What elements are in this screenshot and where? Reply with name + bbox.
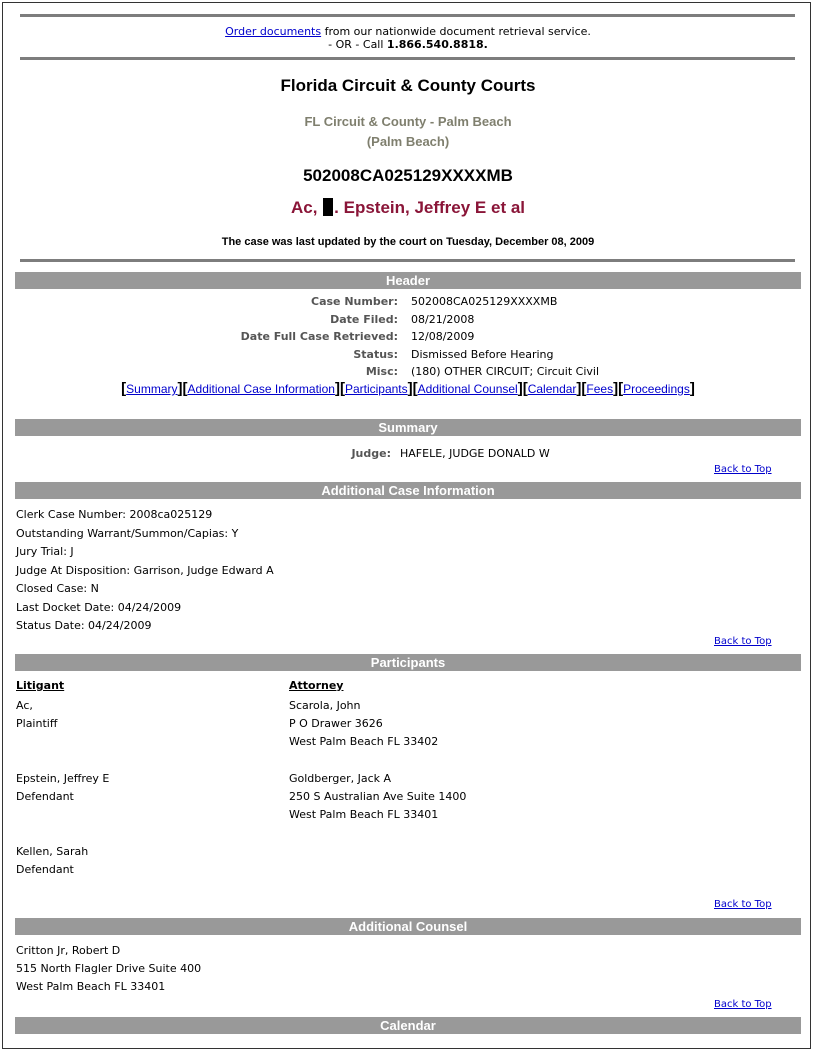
header-field-label: Misc: (365, 365, 398, 378)
rule-3 (20, 259, 795, 262)
counsel-address: 515 North Flagler Drive Suite 400 (16, 962, 202, 975)
attorney-name: Scarola, John (289, 699, 361, 712)
additional-counsel (16, 942, 201, 996)
phone-number: 1.866.540.8818. (386, 38, 488, 51)
header-field-value: 502008CA025129XXXXMB (411, 295, 558, 308)
court-subtitle-2: (Palm Beach) (366, 134, 450, 149)
redaction-block (323, 198, 333, 216)
counsel-city: West Palm Beach FL 33401 (16, 980, 166, 993)
bracket: [ (522, 380, 528, 397)
case-title (0, 198, 816, 218)
additional-info-line: Clerk Case Number: 2008ca025129 (16, 508, 213, 521)
attorney-address: 250 S Australian Ave Suite 1400 (289, 790, 467, 803)
litigant-name: Kellen, Sarah (16, 845, 89, 858)
court-title: Florida Circuit & County Courts (280, 76, 536, 95)
litigant-2 (16, 770, 109, 806)
judge-value: HAFELE, JUDGE DONALD W (400, 447, 550, 460)
litigant-role: Plaintiff (16, 717, 58, 730)
additional-info-line: Status Date: 04/24/2009 (16, 619, 152, 632)
back-to-top-link[interactable]: Back to Top (714, 899, 772, 910)
litigant-role: Defendant (16, 790, 74, 803)
header-field-label: Date Full Case Retrieved: (240, 330, 398, 343)
bracket: [ (618, 380, 624, 397)
header-field-label: Case Number: (311, 295, 398, 308)
litigant-header: Litigant (16, 679, 65, 692)
attorney-address: P O Drawer 3626 (289, 717, 383, 730)
additional-info-line: Outstanding Warrant/Summon/Capias: Y (16, 526, 239, 540)
nav-link-summary[interactable]: Summary (126, 382, 178, 396)
counsel-name: Critton Jr, Robert D (16, 944, 121, 957)
top-rule (20, 14, 795, 17)
section-participants-bar: Participants (15, 654, 801, 671)
bracket: ] (576, 380, 582, 397)
litigant-3 (16, 843, 88, 879)
litigant-1 (16, 697, 57, 733)
back-to-top-link[interactable]: Back to Top (714, 464, 772, 475)
additional-info-line: Judge At Disposition: Garrison, Judge Edward A (16, 563, 274, 577)
bracket: [ (581, 380, 587, 397)
back-to-top-link[interactable]: Back to Top (714, 999, 772, 1010)
attorney-header: Attorney (289, 679, 344, 692)
additional-info-line: Jury Trial: J (16, 545, 74, 558)
case-title-pre: Ac, (290, 198, 323, 217)
section-calendar-bar: Calendar (15, 1017, 801, 1034)
additional-info-line: Last Docket Date: 04/24/2009 (16, 600, 182, 614)
nav-link-proceedings[interactable]: Proceedings (623, 382, 690, 396)
litigant-role: Defendant (16, 863, 74, 876)
order-banner (0, 25, 816, 51)
bracket: [ (121, 380, 127, 397)
header-field-value: (180) OTHER CIRCUIT; Circuit Civil (411, 365, 599, 378)
header-field-value: 12/08/2009 (411, 330, 475, 343)
bracket: ] (517, 380, 523, 397)
attorney-1 (289, 697, 438, 751)
nav-link-participants[interactable]: Participants (344, 382, 408, 396)
header-field-label: Date Filed: (330, 312, 398, 326)
nav-link-calendar[interactable]: Calendar (527, 382, 577, 396)
bracket: ] (177, 380, 183, 397)
section-header-bar: Header (15, 272, 801, 289)
bracket: [ (182, 380, 188, 397)
or-call-text: - OR - Call (328, 38, 387, 51)
rule-2 (20, 57, 795, 60)
bracket: [ (339, 380, 345, 397)
litigant-name: Epstein, Jeffrey E (16, 772, 110, 785)
back-to-top-link[interactable]: Back to Top (714, 636, 772, 647)
nav-link-additional-counsel[interactable]: Additional Counsel (417, 382, 518, 396)
attorney-name: Goldberger, Jack A (289, 772, 392, 785)
bracket: ] (407, 380, 413, 397)
bracket: ] (334, 380, 340, 397)
last-updated: The case was last updated by the court on Tuesday, December 08, 2009 (221, 236, 595, 248)
court-subtitle (0, 112, 816, 152)
additional-info-line: Closed Case: N (16, 582, 99, 595)
litigant-name: Ac, (16, 699, 33, 712)
attorney-city: West Palm Beach FL 33402 (289, 735, 439, 748)
order-text: from our nationwide document retrieval service. (321, 25, 591, 38)
header-field-value: 08/21/2008 (411, 312, 475, 326)
header-field-label: Status: (353, 347, 398, 361)
section-nav (0, 380, 816, 397)
section-summary-bar: Summary (15, 419, 801, 436)
section-additional-info-bar: Additional Case Information (15, 482, 801, 499)
order-documents-link[interactable]: Order documents (225, 25, 322, 38)
judge-label: Judge: (351, 447, 391, 460)
court-subtitle-1: FL Circuit & County - Palm Beach (304, 114, 512, 129)
case-title-post: . Epstein, Jeffrey E et al (334, 198, 526, 217)
section-additional-counsel-bar: Additional Counsel (15, 918, 801, 935)
nav-link-additional-case-information[interactable]: Additional Case Information (187, 382, 335, 396)
bracket: ] (613, 380, 619, 397)
nav-link-fees[interactable]: Fees (586, 382, 614, 396)
bracket: ] (689, 380, 695, 397)
bracket: [ (412, 380, 418, 397)
attorney-city: West Palm Beach FL 33401 (289, 808, 439, 821)
attorney-2 (289, 770, 466, 824)
case-number-title: 502008CA025129XXXXMB (303, 166, 513, 185)
header-field-value: Dismissed Before Hearing (411, 347, 554, 361)
